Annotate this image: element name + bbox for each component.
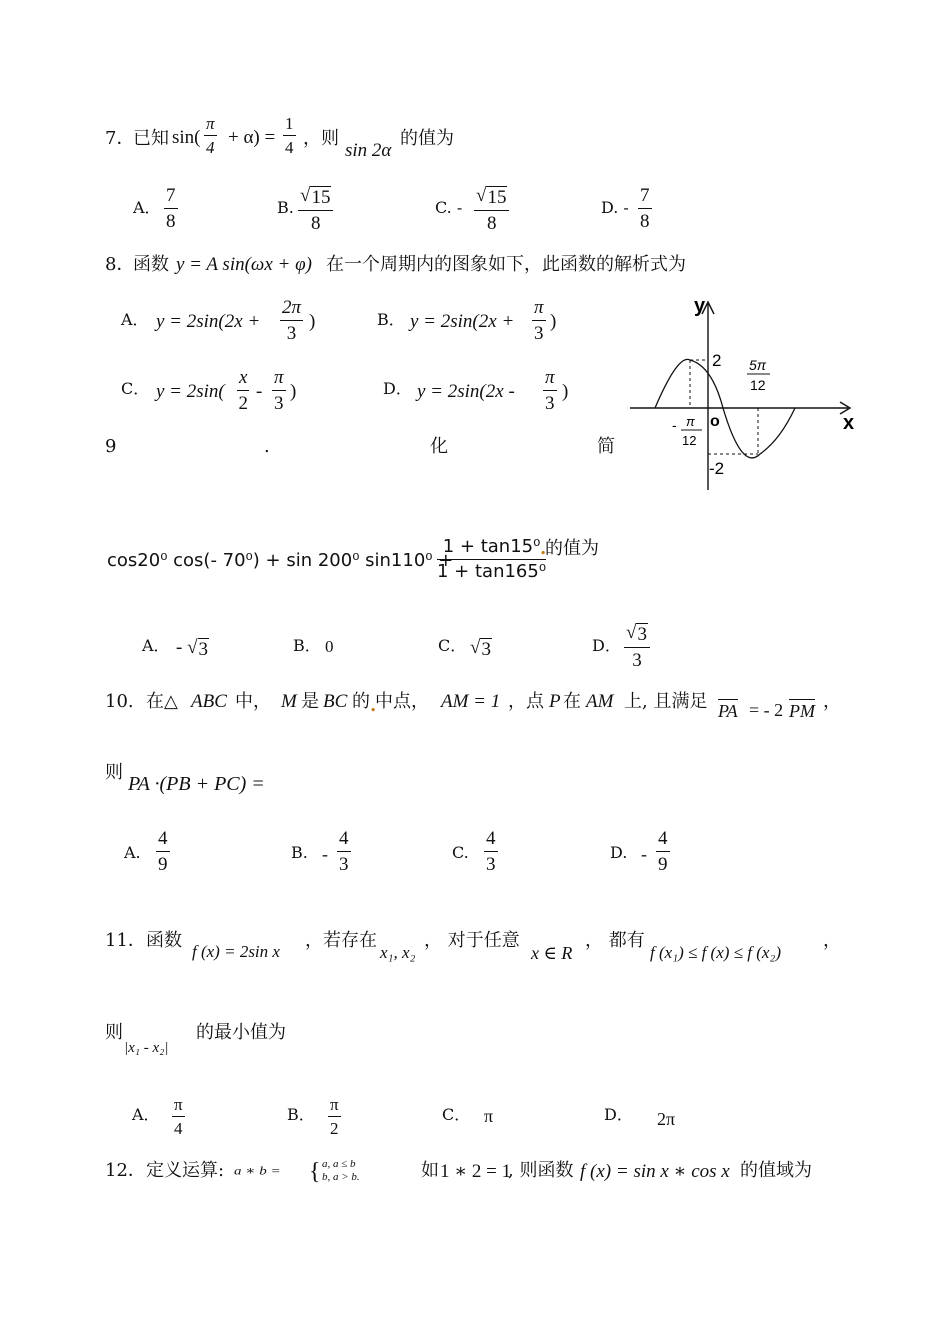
q9-fraction: 1 + tan15⁰ 1 + tan165⁰ bbox=[437, 536, 547, 582]
q9-hua: 化 bbox=[430, 436, 448, 457]
q10-bc: BC bbox=[323, 691, 348, 712]
q12-operation: a ∗ b = bbox=[234, 1164, 281, 1178]
q10-number: 10. bbox=[105, 691, 134, 712]
q7-text-then: ，则 bbox=[303, 128, 339, 149]
q10-comma: ， bbox=[823, 691, 841, 712]
q9-dot2: . bbox=[540, 538, 547, 559]
q11-text-c: ， 对于任意 bbox=[424, 930, 520, 951]
q9-option-a-label: A． bbox=[142, 636, 170, 655]
origin-label: o bbox=[710, 413, 720, 430]
q12-brace: { bbox=[309, 1159, 321, 1185]
q7-sin2a: sin 2α bbox=[345, 140, 392, 161]
q7-option-c-value: √ 15 8 bbox=[474, 186, 509, 233]
q12-fx: f (x) = sin x ∗ cos x bbox=[580, 1161, 730, 1182]
q12-text-d: 的值域为 bbox=[740, 1160, 812, 1181]
q7-option-c-label: C. - bbox=[435, 198, 463, 217]
q9-dot: . bbox=[264, 436, 270, 457]
x-axis-label: x bbox=[843, 412, 855, 434]
q8-option-b-frac: π 3 bbox=[534, 297, 544, 344]
q11-comma: ， bbox=[823, 930, 841, 951]
q10-am2: AM bbox=[586, 691, 614, 712]
q10-option-d-label: D. bbox=[610, 843, 628, 862]
q9-text: 的值为 bbox=[545, 538, 599, 559]
q10-option-d-sign: - bbox=[641, 844, 647, 864]
q11-inequality: f (x₁) ≤ f (x) ≤ f (x₂) bbox=[650, 943, 782, 962]
q8-option-c-frac1: x 2 bbox=[238, 367, 248, 414]
q10-text-d: 的 bbox=[352, 691, 370, 712]
q11-text-d: ， 都有 bbox=[585, 930, 645, 951]
q9-option-c-label: C． bbox=[438, 636, 467, 655]
q10-then: 则 bbox=[105, 762, 123, 783]
q12-case-1: a, a ≤ b bbox=[322, 1158, 356, 1170]
q8-option-b-post: ) bbox=[550, 311, 557, 332]
q8-option-a-pre: y = 2sin(2x + bbox=[156, 311, 261, 332]
q11-option-d-label: D． bbox=[604, 1105, 633, 1124]
q8-option-a-frac: 2π 3 bbox=[282, 297, 302, 344]
q11-text-a: 函数 bbox=[146, 930, 182, 951]
q8-option-b-pre: y = 2sin(2x + bbox=[410, 311, 515, 332]
q7-option-a-value: 7 8 bbox=[166, 185, 176, 232]
q10-option-b-label: B. bbox=[291, 843, 308, 862]
q12-example: 1 ∗ 2 = 1 bbox=[440, 1161, 512, 1182]
right-num: 5π bbox=[749, 357, 767, 373]
q8-option-c-mid: - bbox=[256, 381, 263, 402]
q7-number: 7． bbox=[105, 128, 135, 149]
q9-jian: 简 bbox=[597, 436, 615, 457]
q9-expression: cos20⁰ cos(- 70⁰) + sin 200⁰ sin110⁰ + bbox=[107, 550, 454, 571]
q8-formula: y = A sin(ωx + φ) bbox=[176, 254, 312, 275]
q10-text-h: 上, 且满足 bbox=[624, 691, 708, 712]
q10-option-c-value: 4 3 bbox=[486, 828, 496, 875]
q9-number: 9 bbox=[105, 436, 117, 457]
q12-case-2: b, a > b. bbox=[322, 1171, 360, 1183]
max-label: 2 bbox=[712, 351, 722, 370]
q11-x-in-r: x ∈ R bbox=[531, 943, 573, 963]
q11-number: 11． bbox=[105, 930, 146, 951]
q8-number: 8． bbox=[105, 254, 135, 275]
q10-text-e: 中点， bbox=[375, 691, 429, 712]
right-den: 12 bbox=[750, 377, 766, 393]
q10-am-eq: AM = 1 bbox=[441, 691, 501, 712]
q10-option-d-value: 4 9 bbox=[658, 828, 668, 875]
q8-option-c-label: C． bbox=[121, 379, 150, 398]
q8-option-a-post: ) bbox=[309, 311, 316, 332]
q11-text-e: 的最小值为 bbox=[196, 1022, 286, 1043]
q7-text: 已知 bbox=[133, 128, 169, 149]
q11-option-a-value: π 4 bbox=[174, 1095, 183, 1138]
q8-text: 函数 bbox=[133, 254, 169, 275]
q9-option-d-label: D． bbox=[592, 636, 621, 655]
q9-option-c-value: √ 3 bbox=[470, 637, 491, 660]
q10-text-c: 是 bbox=[301, 691, 319, 712]
q7-option-d-value: 7 8 bbox=[640, 185, 650, 232]
sine-graph bbox=[620, 290, 870, 500]
q7-sin-open: sin( bbox=[172, 127, 201, 148]
q10-m: M bbox=[281, 691, 297, 712]
q11-fx: f (x) = 2sin x bbox=[192, 942, 280, 961]
q10-vector-pa: PA bbox=[718, 701, 738, 721]
q10-text-a: 在△ bbox=[146, 691, 178, 712]
q12-text-a: 定义运算: bbox=[146, 1160, 225, 1181]
left-num: π bbox=[686, 414, 695, 429]
q11-abs-diff: |x₁ - x₂| bbox=[124, 1040, 169, 1056]
q11-option-c-value: π bbox=[484, 1106, 494, 1126]
q7-plus-alpha: + α) = bbox=[228, 127, 276, 148]
q7-pi-over-4: π 4 bbox=[206, 114, 215, 157]
q11-option-c-label: C． bbox=[442, 1105, 471, 1124]
q8-option-c-pre: y = 2sin( bbox=[156, 381, 225, 402]
q10-text-g: 在 bbox=[563, 691, 581, 712]
q8-option-d-pre: y = 2sin(2x - bbox=[417, 381, 515, 402]
q11-option-a-label: A． bbox=[132, 1105, 160, 1124]
q11-then: 则 bbox=[105, 1022, 123, 1043]
q10-eq: = - 2 bbox=[749, 700, 784, 720]
q12-number: 12． bbox=[105, 1160, 146, 1181]
min-label: -2 bbox=[709, 459, 725, 478]
q11-option-b-value: π 2 bbox=[330, 1095, 339, 1138]
q7-one-quarter: 1 4 bbox=[285, 114, 294, 157]
q7-option-b-value: √ 15 8 bbox=[298, 186, 333, 233]
q8-option-b-label: B． bbox=[377, 310, 405, 329]
q10-option-c-label: C. bbox=[452, 843, 469, 862]
q11-x1x2: x₁, x₂ bbox=[380, 943, 416, 962]
y-axis-label: y bbox=[694, 295, 706, 317]
q9-option-d-value: √ 3 3 bbox=[624, 623, 650, 670]
q7-option-a-label: A． bbox=[133, 198, 161, 217]
q12-text-c: , 则函数 bbox=[508, 1160, 574, 1181]
q10-text-b: 中， bbox=[235, 691, 271, 712]
left-sign: - bbox=[672, 417, 677, 433]
q9-option-a-value: - √ 3 bbox=[176, 637, 209, 660]
q10-option-a-label: A. bbox=[124, 843, 141, 862]
q8-option-d-post: ) bbox=[562, 381, 569, 402]
q12-text-b: 如 bbox=[421, 1160, 439, 1181]
q10-expression: PA ·(PB + PC) = bbox=[128, 773, 265, 795]
q10-dot: . bbox=[370, 695, 377, 716]
q8-option-c-frac2: π 3 bbox=[274, 367, 284, 414]
q10-abc: ABC bbox=[191, 691, 227, 712]
q11-option-d-value: 2π bbox=[657, 1109, 676, 1129]
q11-text-b: ，若存在 bbox=[305, 930, 377, 951]
q10-p: P bbox=[549, 691, 561, 712]
q10-text-f: ，点 bbox=[508, 691, 544, 712]
q10-option-b-sign: - bbox=[322, 844, 328, 864]
q8-option-c-post: ) bbox=[290, 381, 297, 402]
q11-option-b-label: B． bbox=[287, 1105, 315, 1124]
q9-option-b-label: B． bbox=[293, 636, 321, 655]
q8-option-d-label: D． bbox=[383, 379, 412, 398]
q8-text-b: 在一个周期内的图象如下，此函数的解析式为 bbox=[326, 254, 686, 275]
q9-option-b-value: 0 bbox=[325, 637, 334, 656]
left-den: 12 bbox=[682, 433, 697, 448]
q7-text-value: 的值为 bbox=[400, 128, 454, 149]
q7-option-b-label: B. bbox=[277, 198, 294, 217]
q8-option-d-frac: π 3 bbox=[545, 367, 555, 414]
q7-option-d-label: D. - bbox=[601, 198, 629, 217]
q8-option-a-label: A． bbox=[121, 310, 149, 329]
q10-option-a-value: 4 9 bbox=[158, 828, 168, 875]
q10-vector-pm: PM bbox=[789, 701, 815, 721]
q10-option-b-value: 4 3 bbox=[339, 828, 349, 875]
